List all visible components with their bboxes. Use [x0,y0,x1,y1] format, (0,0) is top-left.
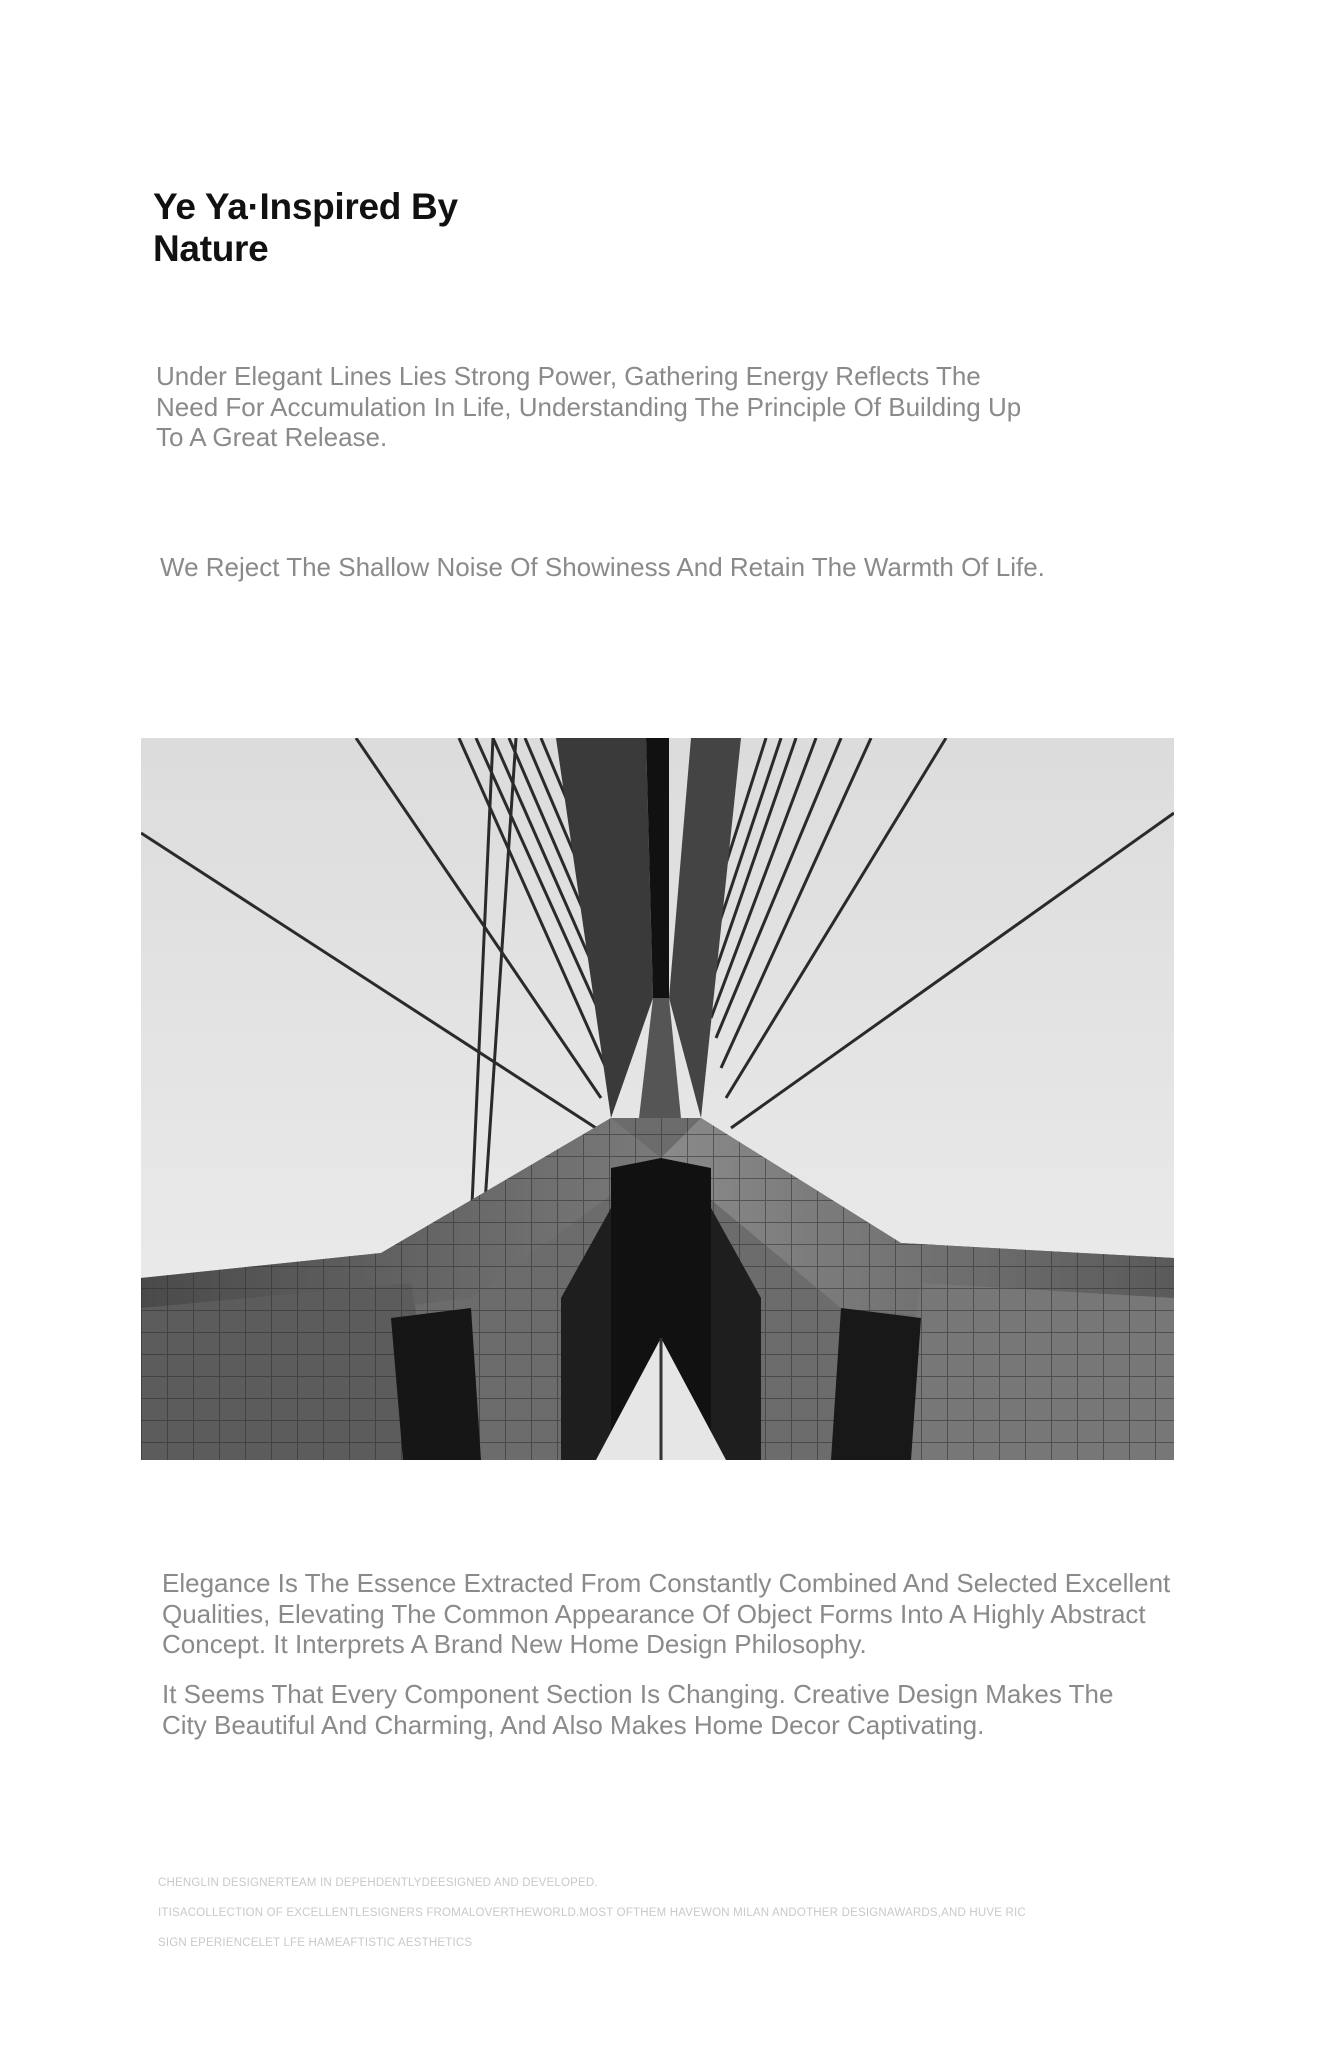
bridge-tower-photo [141,738,1174,1460]
body-paragraph: Elegance Is The Essence Extracted From Constantly Combined And Selected Excellent Qualities, Elevating The Common Appearance Of Object Forms Into A Highly Abstract Concept. It Interprets A Brand New Home Design Philosophy. [162,1568,1171,1659]
page-title: Ye Ya·Inspired By Nature [153,186,458,269]
intro-tagline: We Reject The Shallow Noise Of Showiness And Retain The Warmth Of Life. [160,552,1045,582]
intro-paragraph: Under Elegant Lines Lies Strong Power, Gathering Energy Reflects The Need For Accumulation In Life, Understanding The Principle Of Building Up To A Great Release. [156,361,1022,452]
footer-line: SIGN EPERIENCELET LFE HAMEAFTISTIC AESTHETICS [158,1937,473,1949]
body-paragraph: It Seems That Every Component Section Is Changing. Creative Design Makes The City Beautiful And Charming, And Also Makes Home Decor Captivating. [162,1679,1114,1740]
footer-line: ITISACOLLECTION OF EXCELLENTLESIGNERS FROMALOVERTHEWORLD.MOST OFTHEM HAVEWON MILAN ANDOTHER DESIGNAWARDS,AND HUVE RIC [158,1907,1026,1919]
footer-credits [158,1876,1158,1966]
footer-line: CHENGLIN DESIGNERTEAM IN DEPEHDENTLYDEESIGNED AND DEVELOPED. [158,1877,598,1889]
